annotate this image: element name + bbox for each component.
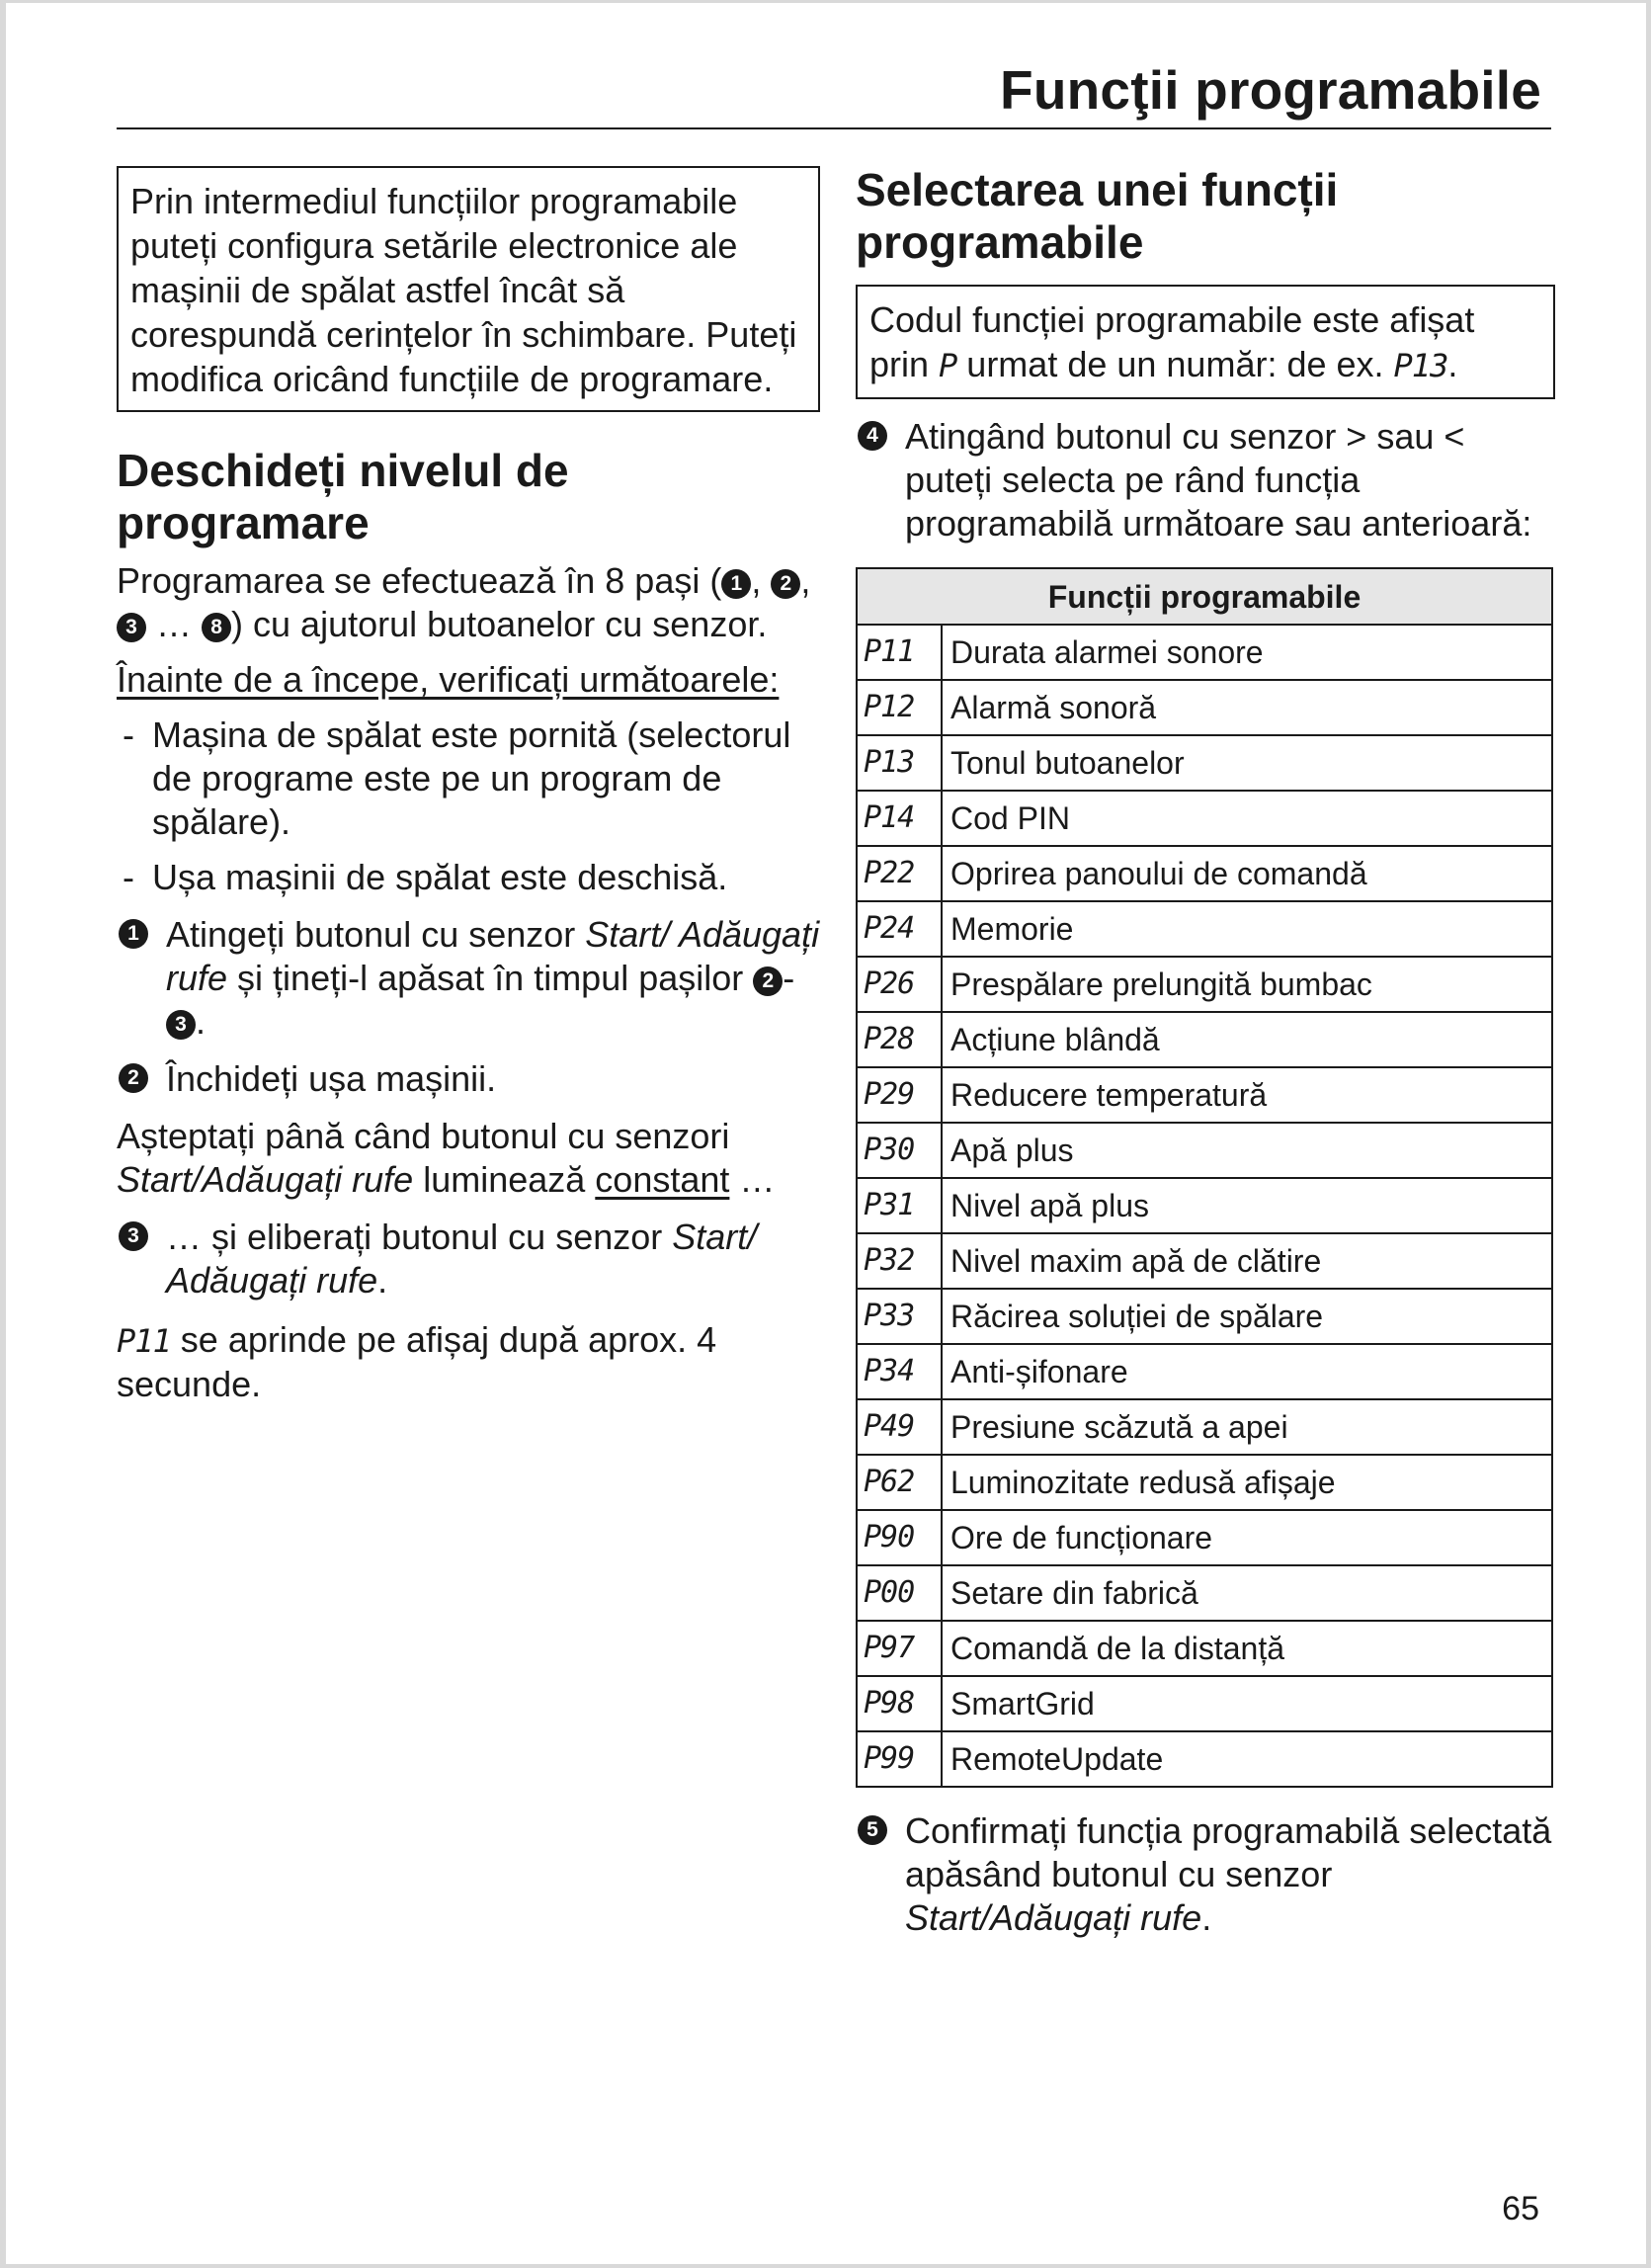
step-2: 2 Închideți ușa mașinii.: [117, 1057, 820, 1101]
p11-code: P11: [117, 1322, 171, 1360]
function-code: P00: [857, 1565, 942, 1621]
function-code: P26: [857, 957, 942, 1012]
function-code: P14: [857, 791, 942, 846]
section-heading-select-function: Selectarea unei funcții programabile: [856, 164, 1339, 268]
function-name: Oprirea panoului de comandă: [942, 846, 1552, 901]
bullet-item: - Mașina de spălat este pornită (selectorul de programe este pe un program de spălare).: [123, 714, 791, 842]
function-code: P12: [857, 680, 942, 735]
function-code: P13: [857, 735, 942, 791]
function-code: P31: [857, 1178, 942, 1233]
function-code: P34: [857, 1344, 942, 1399]
table-row: [857, 1455, 1552, 1510]
function-name: Durata alarmei sonore: [942, 625, 1552, 680]
function-name: Tonul butoanelor: [942, 735, 1552, 791]
step-4: 4 Atingând butonul cu senzor > sau < puteți selecta pe rând funcția programabilă următoare sau anterioară:: [856, 415, 1559, 546]
function-name: Luminozitate redusă afișaje: [942, 1455, 1552, 1510]
function-name: Prespălare prelungită bumbac: [942, 957, 1552, 1012]
function-code: P28: [857, 1012, 942, 1067]
table-row: [857, 901, 1552, 957]
header-rule: [117, 127, 1551, 129]
functions-table: [856, 567, 1553, 1788]
table-row: [857, 1510, 1552, 1565]
function-code: P62: [857, 1455, 942, 1510]
function-code: P32: [857, 1233, 942, 1289]
intro-info-box: [117, 166, 820, 412]
function-name: Comandă de la distanță: [942, 1621, 1552, 1676]
function-code: P33: [857, 1289, 942, 1344]
step-number-3-icon: 3: [166, 1010, 196, 1040]
step-number-1-icon: 1: [119, 919, 148, 949]
page-number: 65: [1502, 2190, 1539, 2227]
function-name: Alarmă sonoră: [942, 680, 1552, 735]
function-code: P29: [857, 1067, 942, 1123]
function-name: Ore de funcționare: [942, 1510, 1552, 1565]
function-name: Anti-șifonare: [942, 1344, 1552, 1399]
table-row: [857, 1565, 1552, 1621]
p11-display-note: P11 se aprinde pe afișaj după aprox. 4 secunde.: [117, 1319, 717, 1404]
function-name: Presiune scăzută a apei: [942, 1399, 1552, 1455]
function-code: P11: [857, 625, 942, 680]
intro-text: Prin intermediul funcțiilor programabile puteți configura setările electronice ale mașinii de spălat astfel încât să corespundă cerințelor în schimbare. Puteți modifica oricând funcțiile de programare.: [130, 181, 797, 399]
function-name: Nivel maxim apă de clătire: [942, 1233, 1552, 1289]
function-code: P49: [857, 1399, 942, 1455]
code-info-box: Codul funcției programabile este afișat prin P urmat de un număr: de ex. P13.: [856, 285, 1555, 399]
function-name: Nivel apă plus: [942, 1178, 1552, 1233]
step-number-4-icon: 4: [858, 421, 887, 451]
function-name: RemoteUpdate: [942, 1731, 1552, 1787]
function-name: Cod PIN: [942, 791, 1552, 846]
page-header-title: Funcţii programabile: [1000, 59, 1541, 121]
manual-page: [6, 3, 1646, 2264]
step-5: 5 Confirmați funcția programabilă selectată apăsând butonul cu senzor Start/Adăugați rufe.: [856, 1809, 1559, 1940]
wait-instruction: Așteptați până când butonul cu senzori Start/Adăugați rufe luminează constant …: [117, 1116, 776, 1200]
function-name: Răcirea soluției de spălare: [942, 1289, 1552, 1344]
table-row: [857, 1676, 1552, 1731]
function-name: Memorie: [942, 901, 1552, 957]
right-column: [856, 166, 1559, 1940]
step-1: 1 Atingeți butonul cu senzor Start/ Adăugați rufe și țineți-l apăsat în timpul pașilor 2 -3 .: [117, 913, 820, 1044]
step-number-3-icon: 3: [117, 613, 146, 642]
step-number-3-icon: 3: [119, 1221, 148, 1251]
step-number-8-icon: 8: [202, 613, 231, 642]
function-name: Setare din fabrică: [942, 1565, 1552, 1621]
function-name: Acțiune blândă: [942, 1012, 1552, 1067]
table-row: [857, 1289, 1552, 1344]
function-code: P99: [857, 1731, 942, 1787]
table-row: [857, 680, 1552, 735]
table-row: [857, 846, 1552, 901]
step-number-2-icon: 2: [753, 966, 783, 996]
table-row: [857, 1178, 1552, 1233]
function-name: Reducere temperatură: [942, 1067, 1552, 1123]
left-column: [117, 166, 820, 1406]
function-code: P22: [857, 846, 942, 901]
function-code: P24: [857, 901, 942, 957]
table-row: [857, 957, 1552, 1012]
table-row: [857, 1344, 1552, 1399]
function-code: P97: [857, 1621, 942, 1676]
table-row: [857, 1621, 1552, 1676]
table-row: [857, 1012, 1552, 1067]
function-code: P98: [857, 1676, 942, 1731]
table-row: [857, 735, 1552, 791]
bullet-item: - Ușa mașinii de spălat este deschisă.: [123, 857, 728, 897]
table-row: [857, 791, 1552, 846]
table-row: [857, 1731, 1552, 1787]
step-number-5-icon: 5: [858, 1815, 887, 1845]
function-name: SmartGrid: [942, 1676, 1552, 1731]
function-code: P90: [857, 1510, 942, 1565]
functions-table-header: Funcții programabile: [857, 568, 1552, 625]
function-code: P30: [857, 1123, 942, 1178]
programming-steps-intro: Programarea se efectuează în 8 pași ( 1 , 2 , 3 … 8 ) cu ajutorul butoanelor cu senzor.: [117, 560, 811, 644]
step-number-2-icon: 2: [119, 1063, 148, 1093]
function-name: Apă plus: [942, 1123, 1552, 1178]
table-row: [857, 1399, 1552, 1455]
table-row: [857, 625, 1552, 680]
step-number-1-icon: 1: [721, 569, 751, 599]
table-row: [857, 1233, 1552, 1289]
step-3: 3 … și eliberați butonul cu senzor Start/ Adăugați rufe.: [117, 1216, 820, 1302]
section-heading-open-programming: Deschideți nivelul de programare: [117, 445, 569, 548]
step-number-2-icon: 2: [771, 569, 800, 599]
table-row: [857, 1123, 1552, 1178]
table-row: [857, 1067, 1552, 1123]
check-before-label: Înainte de a începe, verificați următoarele:: [117, 659, 780, 700]
